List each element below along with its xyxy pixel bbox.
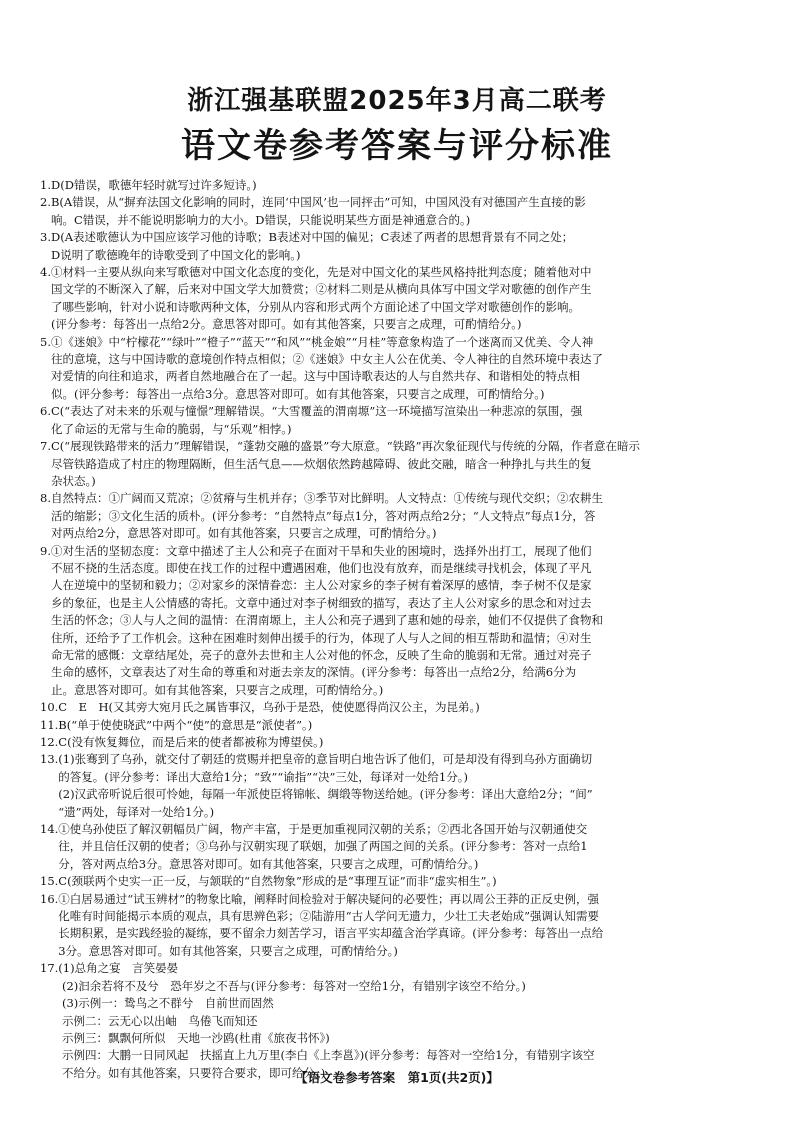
- answer-item: [40, 334, 760, 404]
- answer-item: [40, 821, 760, 873]
- answer-item: [40, 960, 760, 977]
- answer-item: [40, 438, 760, 490]
- answer-text: B(“单于使使晓武”中两个“使”的意思是“派使者”。): [58, 717, 313, 732]
- answer-subline: 示例二：云无心以出岫 鸟倦飞而知还: [62, 1013, 258, 1028]
- answer-number: 11.: [40, 717, 59, 732]
- answer-number: 15.: [40, 874, 59, 889]
- answer-text: ①对生活的坚韧态度：文章中描述了主人公和亮子在面对干旱和失业的困境时，选择外出打工，展现了他们 不屈不挠的生活态度。即使在找工作的过程中遭遇困难，他们也没有放弃，而是继续寻找机会，体现了平凡 人在逆境中的坚韧和毅力；②对家乡的深情眷恋：主人公对家乡的李子树有着深厚的感情，李子树不仅是家 乡的象征，也是主人公情感的寄托。文章中通过对李子树细致的描写，表达了主人公对家乡的思念和对过去 生活的怀念；③人与人之间的温情：在渭南塬上，主人公和亮子遇到了惠和她的母亲，她们不仅提供了食物和 住所，还给予了工作机会。这种在困难时刻伸出援手的行为，体现了人与人之间的相互帮助和温情；④对生 命无常的感慨：文章结尾处，亮子的意外去世和主人公对他的怀念，反映了生命的脆弱和无常。通过对亮子 生命的感怀，文章表达了对生命的尊重和对逝去亲友的深情。(评分参考：每答出一点给2分，给满6分为 止。意思答对即可。如有其他答案，只要言之成理，可酌情给分。): [50, 543, 603, 697]
- answer-number: 1.: [40, 178, 51, 192]
- answer-text: B(A错误，从“摒弃法国文化影响的同时，连同‘中国风’也一同抨击”可知，中国风没有对德国产生直接的影 响。C错误，并不能说明影响力的大小。D错误，只能说明某些方面是神通意合的。): [50, 195, 586, 227]
- answer-number: 6.: [40, 404, 51, 419]
- answer-text: D(D错误，歌德年轻时就写过许多短诗。): [50, 178, 257, 192]
- answer-subline: 示例四：大鹏一日同风起 扶摇直上九万里(李白《上李邕》)(评分参考：每答对一空给1分，有错别字该空 不给分。如有其他答案，只要符合要求，即可给分。): [62, 1048, 595, 1080]
- answer-item: [40, 177, 760, 194]
- answer-subline: (2)汩余若将不及兮 恐年岁之不吾与(评分参考：每答对一空给1分，有错别字该空不给分。): [62, 978, 526, 993]
- answer-number: 4.: [40, 265, 51, 280]
- answer-number: 17.: [40, 961, 59, 976]
- answer-text: ①《迷娘》中“柠檬花”“绿叶”“橙子”“蓝天”“和风”“桃金娘”“月桂”等意象构造了一个迷离而又优美、令人神 往的意境，这与中国诗歌的意境创作特点相似；②《迷娘》中女主人公在优美、令人神往的自然环境中表达了 对爱情的向往和追求，两者自然地融合在了一起。这与中国诗歌表达的人与自然共存、和谐相处的特点相 似。(评分参考：每答出一点给3分。意思答对即可。如有其他答案，只要言之成理，可酌情给分。): [50, 334, 603, 401]
- page-footer: 【语文卷参考答案 第1页(共2页)】: [295, 1070, 499, 1085]
- answer-text: D(A表述歌德认为中国应该学习他的诗歌；B表述对中国的偏见；C表述了两者的思想背景有不同之处； D说明了歌德晚年的诗歌受到了中国文化的影响。): [50, 230, 574, 262]
- answer-list: [40, 177, 760, 1082]
- answer-text: C(“表达了对未来的乐观与憧憬”理解错误。“大雪覆盖的渭南塬”这一环境描写渲染出一种悲凉的氛围，强 化了命运的无常与生命的脆弱，与“乐观”相悖。): [50, 404, 583, 436]
- answer-text: C E H(又其旁大宛月氏之属皆事汉，乌孙于是恐，使使愿得尚汉公主，为昆弟。): [58, 700, 480, 715]
- answer-text: C(没有恢复舞位，而是后来的使者都被称为博望侯。): [58, 735, 324, 749]
- answer-number: 3.: [40, 230, 51, 245]
- answer-number: 2.: [40, 195, 51, 210]
- answer-number: 13.: [40, 752, 59, 767]
- answer-text: ①白居易通过“试玉辨材”的物象比喻，阐释时间检验对于解决疑问的必要性；再以周公王莽的正反史例，强 化唯有时间能揭示本质的观点，具有思辨色彩；②陆游用“古人学问无遗力，少壮工夫老始成”强调认知需要 长期积累，是实践经验的凝练，要不留余力刻苦学习，语言平实却蕴含治学真谛。(评分参考：每答出一点给 3分。意思答对即可。如有其他答案，只要言之成理，可酌情给分。): [58, 891, 604, 958]
- answer-number: 9.: [40, 543, 51, 558]
- answer-number: 12.: [40, 735, 59, 749]
- answer-number: 8.: [40, 491, 51, 506]
- answer-item: [40, 194, 760, 229]
- answer-item: [40, 490, 760, 542]
- answer-item: [40, 751, 760, 821]
- answer-number: 10.: [40, 700, 59, 715]
- document-subtitle: 语文卷参考答案与评分标准: [181, 126, 613, 166]
- answer-item: [40, 229, 760, 264]
- answer-number: 5.: [40, 334, 51, 349]
- answer-text: (1)张骞到了乌孙，就交付了朝廷的赏赐并把皇帝的意旨明白地告诉了他们，可是却没有得到乌孙方面确切 的答复。(评分参考：译出大意给1分；“致”“谕指”“决”三处，每译对一处给1分。) (2)汉武帝听说后很可怜她，每隔一年派使臣将锦帐、绸缎等物送给她。(评分参考：译出大意给2分；“间” “遗”两处，每译对一处给1分。): [58, 752, 593, 819]
- answer-number: 7.: [40, 439, 51, 454]
- answer-number: 16.: [40, 891, 59, 906]
- answer-item: [40, 734, 760, 751]
- exam-title: 浙江强基联盟2025年3月高二联考: [187, 86, 607, 116]
- answer-item: [40, 699, 760, 716]
- answer-number: 14.: [40, 822, 59, 837]
- answer-item: [40, 717, 760, 734]
- answer-text: 自然特点：①广阔而又荒凉；②贫瘠与生机并存；③季节对比鲜明。人文特点：①传统与现代交织；②农耕生 活的缩影；③文化生活的质朴。(评分参考：“自然特点”每点1分，答对两点给2分；“人文特点”每点1分，答 对两点给2分，意思答对即可。如有其他答案，只要言之成理，可酌情给分。): [50, 491, 603, 541]
- answer-subline: (3)示例一：鸷鸟之不群兮 自前世而固然: [62, 996, 274, 1011]
- answer-item: [40, 543, 760, 700]
- answer-subline: 示例三：飘飘何所似 天地一沙鸥(杜甫《旅夜书怀》): [62, 1030, 330, 1045]
- answer-item: [40, 873, 760, 890]
- answer-item: [40, 891, 760, 961]
- answer-item: [40, 403, 760, 438]
- answer-text: C(“展现铁路带来的活力”理解错误，“蓬勃交融的盛景”夸大原意。“铁路”再次象征现代与传统的分隔，作者意在暗示 尽管铁路造成了村庄的物理隔断，但生活气息——炊烟依然跨越障碍、彼此交融，暗含一种挣扎与共生的复 杂状态。): [50, 439, 641, 488]
- answer-text: C(颈联两个史实一正一反，与颔联的“自然物象”形成的是“事理互证”而非“虚实相生”。): [58, 874, 497, 889]
- answer-item: [40, 264, 760, 334]
- answer-text: (1)总角之宴 言笑晏晏: [58, 961, 179, 976]
- answer-text: ①材料一主要从纵向来写歌德对中国文化态度的变化，先是对中国文化的某些风格持批判态度；随着他对中 国文学的不断深入了解，后来对中国文学大加赞赏；②材料二则是从横向具体写中国文学对歌德的创作产生 了哪些影响，针对小说和诗歌两种文体，分别从内容和形式两个方面论述了中国文学对歌德创作的影响。 (评分参考：每答出一点给2分。意思答对即可。如有其他答案，只要言之成理，可酌情给分。): [50, 265, 592, 332]
- answer-text: ①使乌孙使臣了解汉朝幅员广阔，物产丰富，于是更加重视同汉朝的关系；②西北各国开始与汉朝通使交 往，并且信任汉朝的使者；③乌孙与汉朝实现了联姻，加强了两国之间的关系。(评分参考：答对一点给1 分，答对两点给3分。意思答对即可。如有其他答案，只要言之成理，可酌情给分。): [58, 822, 588, 871]
